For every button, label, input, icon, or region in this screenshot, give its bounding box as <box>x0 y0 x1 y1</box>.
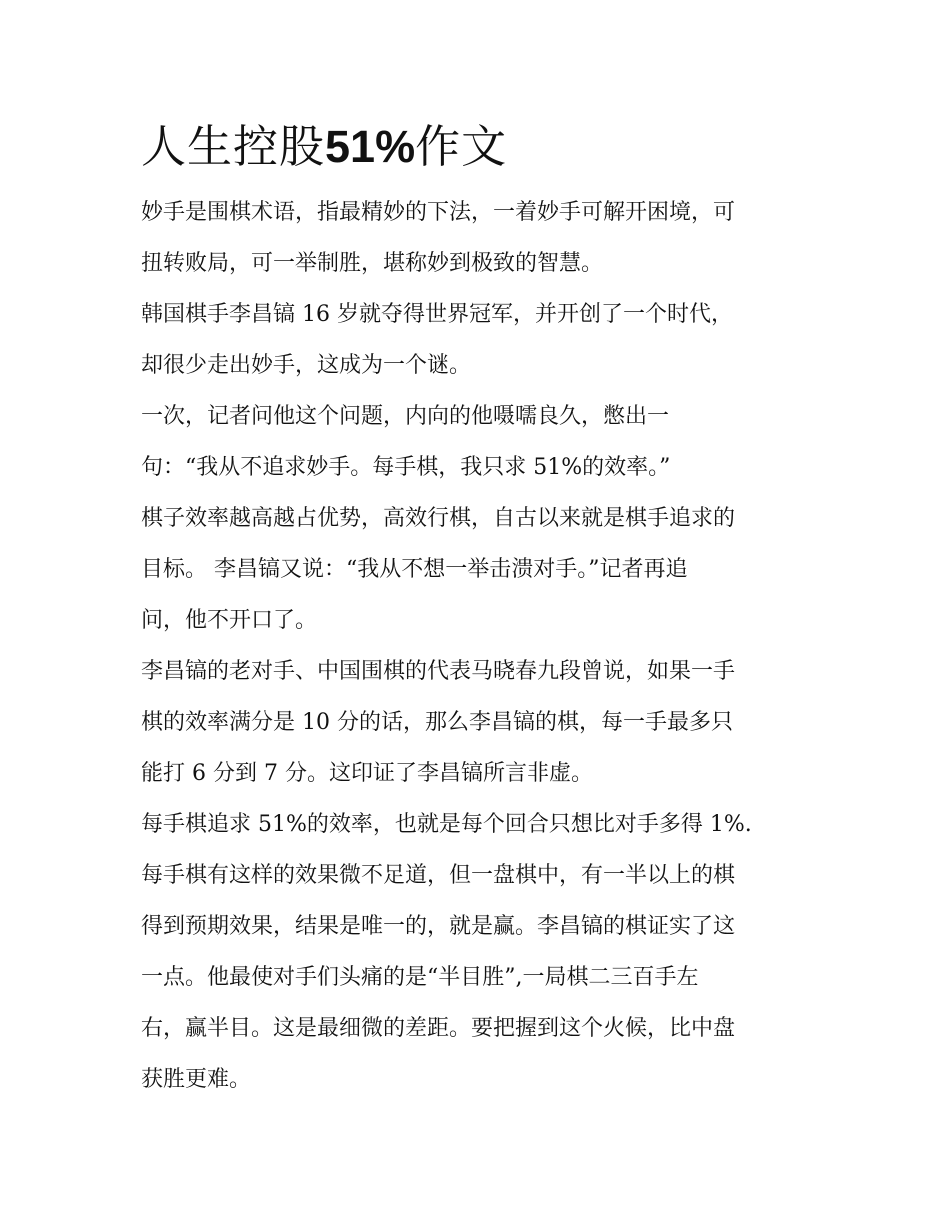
document-page <box>141 112 821 1105</box>
text-line: 得到预期效果，结果是唯一的，就是赢。李昌镐的棋证实了这 <box>141 914 736 939</box>
text-line: 获胜更难。 <box>141 1067 252 1092</box>
text-line: 韩国棋手李昌镐 16 岁就夺得世界冠军，并开创了一个时代， <box>141 302 733 327</box>
text-line: 棋的效率满分是 10 分的话，那么李昌镐的棋，每一手最多只 <box>141 710 733 735</box>
document-body <box>141 187 821 1105</box>
text-line: 右，赢半目。这是最细微的差距。要把握到这个火候，比中盘 <box>141 1016 736 1041</box>
text-line: 棋子效率越高越占优势，高效行棋，自古以来就是棋手追求的 <box>141 506 736 531</box>
text-line: 妙手是围棋术语，指最精妙的下法，一着妙手可解开困境，可 <box>141 200 736 225</box>
text-line: 目标。 李昌镐又说：“我从不想一举击溃对手。”记者再追 <box>141 557 688 582</box>
document-title <box>141 112 821 187</box>
title-prefix: 人生控股 <box>141 120 326 173</box>
text-line: 每手棋追求 51%的效率，也就是每个回合只想比对手多得 1%. <box>141 812 752 837</box>
title-number: 51% <box>325 121 416 172</box>
title-suffix: 作文 <box>415 120 508 173</box>
text-line: 一点。他最使对手们头痛的是“半目胜”,一局棋二三百手左 <box>141 965 699 990</box>
text-line: 每手棋有这样的效果微不足道，但一盘棋中，有一半以上的棋 <box>141 863 736 888</box>
text-line: 却很少走出妙手，这成为一个谜。 <box>141 353 472 378</box>
text-line: 句：“我从不追求妙手。每手棋，我只求 51%的效率。” <box>141 455 671 480</box>
text-line: 能打 6 分到 7 分。这印证了李昌镐所言非虚。 <box>141 761 593 786</box>
text-line: 李昌镐的老对手、中国围棋的代表马晓春九段曾说，如果一手 <box>141 659 736 684</box>
text-line: 问，他不开口了。 <box>141 608 318 633</box>
text-line: 扭转败局，可一举制胜，堪称妙到极致的智慧。 <box>141 251 604 276</box>
text-line: 一次，记者问他这个问题，内向的他嗫嚅良久，憋出一 <box>141 404 670 429</box>
